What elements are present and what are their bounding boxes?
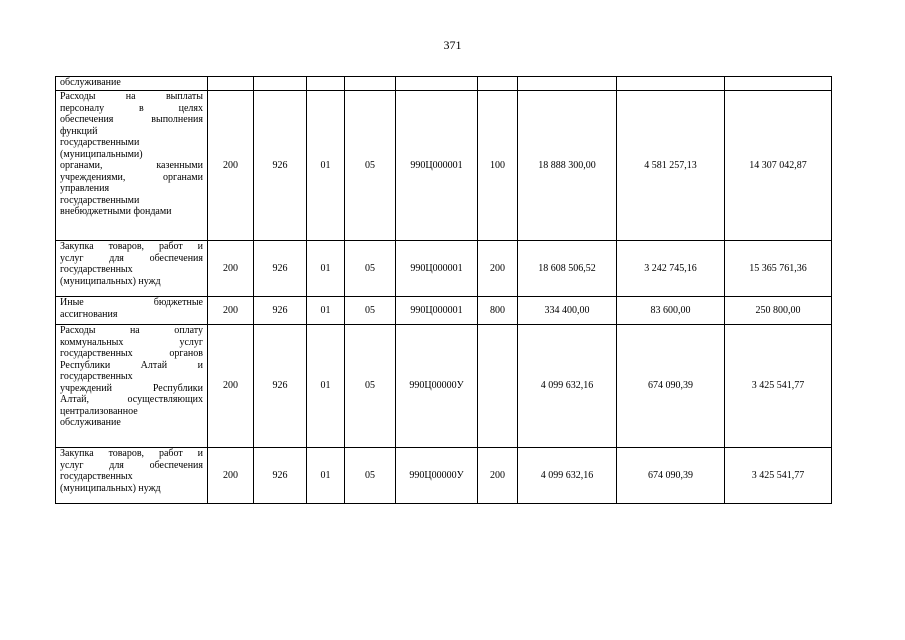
remaining-amount-cell <box>725 77 832 91</box>
section-cell: 01 <box>307 241 345 297</box>
planned-amount-cell: 18 888 300,00 <box>518 91 617 241</box>
table-row <box>56 448 832 504</box>
ministry-code-cell: 926 <box>254 91 307 241</box>
expense-type-cell: 100 <box>478 91 518 241</box>
section-code-cell: 200 <box>208 297 254 325</box>
expense-name-cell <box>56 77 208 91</box>
expense-name-line: государственных <box>60 471 133 482</box>
executed-amount-cell: 674 090,39 <box>617 448 725 504</box>
section-cell <box>307 77 345 91</box>
ministry-code-cell: 926 <box>254 297 307 325</box>
ministry-code-cell: 926 <box>254 325 307 448</box>
remaining-amount-cell: 3 425 541,77 <box>725 448 832 504</box>
expense-name-line: коммунальных услуг <box>60 336 203 348</box>
expense-name-line: органами, казенными <box>60 160 203 171</box>
section-code-cell <box>208 77 254 91</box>
target-article-cell: 990Ц00000У <box>396 448 478 504</box>
subsection-cell: 05 <box>345 325 396 448</box>
expense-name-line: учреждений Республики <box>60 382 203 394</box>
section-cell: 01 <box>307 91 345 241</box>
expense-name-line: функций <box>60 125 98 137</box>
expense-name-line: управления <box>60 183 110 194</box>
expense-name-line: государственными <box>60 137 140 148</box>
expense-name-line: персоналу в целях <box>60 102 203 114</box>
expense-name-line: услуг для обеспечения <box>60 252 203 264</box>
expense-name-line: (муниципальных) нужд <box>60 482 161 494</box>
page-number: 371 <box>443 38 462 52</box>
expense-name-line: Алтай, осуществляющих <box>60 394 203 405</box>
expense-name-cell <box>56 241 208 297</box>
expense-type-cell <box>478 77 518 91</box>
expense-name-line: учреждениями, органами <box>60 171 203 183</box>
expense-name-line: централизованное <box>60 405 138 417</box>
remaining-amount-cell: 250 800,00 <box>725 297 832 325</box>
subsection-cell <box>345 77 396 91</box>
ministry-code-cell <box>254 77 307 91</box>
expense-name-line: Расходы на выплаты <box>60 91 203 102</box>
expense-name-line: (муниципальными) <box>60 148 143 160</box>
section-cell: 01 <box>307 325 345 448</box>
subsection-cell: 05 <box>345 448 396 504</box>
expense-name-cell <box>56 325 208 448</box>
budget-table <box>55 76 832 504</box>
expense-name-cell <box>56 91 208 241</box>
table-row <box>56 77 832 91</box>
executed-amount-cell: 83 600,00 <box>617 297 725 325</box>
expense-type-cell <box>478 325 518 448</box>
target-article-cell: 990Ц000001 <box>396 241 478 297</box>
planned-amount-cell: 18 608 506,52 <box>518 241 617 297</box>
expense-name-line: услуг для обеспечения <box>60 459 203 471</box>
section-cell: 01 <box>307 448 345 504</box>
target-article-cell <box>396 77 478 91</box>
ministry-code-cell: 926 <box>254 448 307 504</box>
table-row <box>56 325 832 448</box>
executed-amount-cell: 674 090,39 <box>617 325 725 448</box>
section-code-cell: 200 <box>208 448 254 504</box>
expense-type-cell: 200 <box>478 241 518 297</box>
expense-type-cell: 800 <box>478 297 518 325</box>
section-code-cell: 200 <box>208 91 254 241</box>
expense-name-line: государственных <box>60 264 133 275</box>
table-row <box>56 241 832 297</box>
target-article-cell: 990Ц00000У <box>396 325 478 448</box>
remaining-amount-cell: 3 425 541,77 <box>725 325 832 448</box>
expense-name-cell <box>56 297 208 325</box>
expense-name-line: государственных органов <box>60 348 203 359</box>
section-cell: 01 <box>307 297 345 325</box>
expense-type-cell: 200 <box>478 448 518 504</box>
expense-name-line: государственными <box>60 194 140 206</box>
expense-name-line: обслуживание <box>60 77 121 88</box>
expense-name-line: Расходы на оплату <box>60 325 203 336</box>
subsection-cell: 05 <box>345 297 396 325</box>
target-article-cell: 990Ц000001 <box>396 297 478 325</box>
planned-amount-cell <box>518 77 617 91</box>
expense-name-line: Закупка товаров, работ и <box>60 241 203 252</box>
executed-amount-cell: 4 581 257,13 <box>617 91 725 241</box>
subsection-cell: 05 <box>345 241 396 297</box>
expense-name-line: обслуживание <box>60 417 121 428</box>
expense-name-line: обеспечения выполнения <box>60 114 203 125</box>
expense-name-line: Иные бюджетные <box>60 297 203 308</box>
table-row <box>56 297 832 325</box>
executed-amount-cell <box>617 77 725 91</box>
target-article-cell: 990Ц000001 <box>396 91 478 241</box>
remaining-amount-cell: 15 365 761,36 <box>725 241 832 297</box>
expense-name-line: государственных <box>60 371 133 382</box>
expense-name-line: ассигнования <box>60 308 118 320</box>
expense-name-cell <box>56 448 208 504</box>
planned-amount-cell: 334 400,00 <box>518 297 617 325</box>
table-body <box>56 77 832 504</box>
expense-name-line: внебюджетными фондами <box>60 206 172 217</box>
section-code-cell: 200 <box>208 241 254 297</box>
executed-amount-cell: 3 242 745,16 <box>617 241 725 297</box>
section-code-cell: 200 <box>208 325 254 448</box>
planned-amount-cell: 4 099 632,16 <box>518 448 617 504</box>
expense-name-line: Республики Алтай и <box>60 359 203 371</box>
ministry-code-cell: 926 <box>254 241 307 297</box>
planned-amount-cell: 4 099 632,16 <box>518 325 617 448</box>
expense-name-line: (муниципальных) нужд <box>60 275 161 287</box>
remaining-amount-cell: 14 307 042,87 <box>725 91 832 241</box>
table-row <box>56 91 832 241</box>
subsection-cell: 05 <box>345 91 396 241</box>
expense-name-line: Закупка товаров, работ и <box>60 448 203 459</box>
